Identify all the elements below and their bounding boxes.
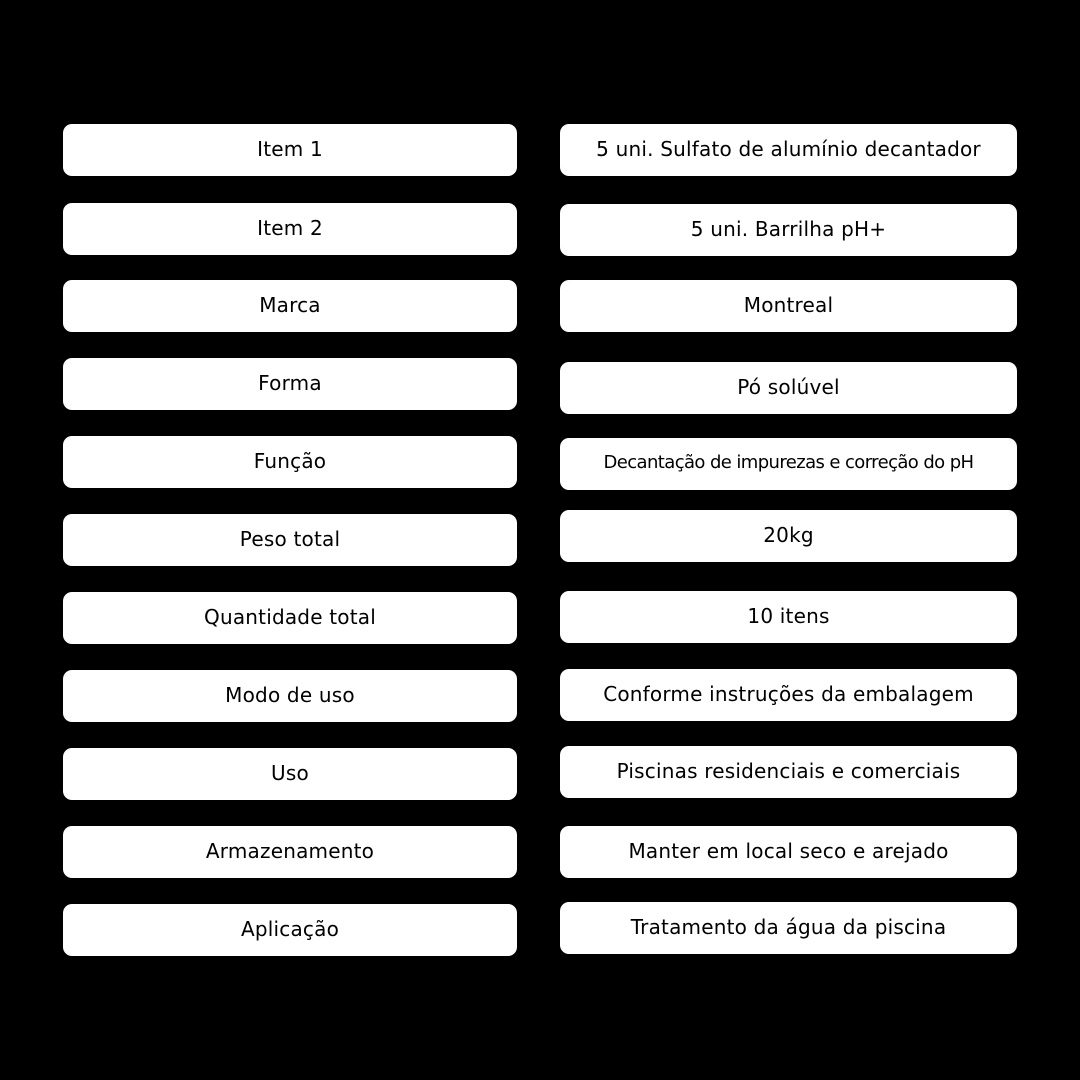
- spec-label-funcao: Função: [63, 436, 517, 488]
- spec-label-forma: Forma: [63, 358, 517, 410]
- spec-label-modo-de-uso: Modo de uso: [63, 670, 517, 722]
- spec-label-aplicacao: Aplicação: [63, 904, 517, 956]
- spec-value-marca: Montreal: [560, 280, 1017, 332]
- spec-value-aplicacao: Tratamento da água da piscina: [560, 902, 1017, 954]
- spec-value-quantidade-total: 10 itens: [560, 591, 1017, 643]
- spec-label-peso-total: Peso total: [63, 514, 517, 566]
- spec-label-armazenamento: Armazenamento: [63, 826, 517, 878]
- spec-label-marca: Marca: [63, 280, 517, 332]
- spec-label-uso: Uso: [63, 748, 517, 800]
- spec-value-item-1: 5 uni. Sulfato de alumínio decantador: [560, 124, 1017, 176]
- spec-value-item-2: 5 uni. Barrilha pH+: [560, 204, 1017, 256]
- spec-value-modo-de-uso: Conforme instruções da embalagem: [560, 669, 1017, 721]
- spec-label-item-1: Item 1: [63, 124, 517, 176]
- spec-label-quantidade-total: Quantidade total: [63, 592, 517, 644]
- spec-value-funcao: Decantação de impurezas e correção do pH: [560, 438, 1017, 490]
- spec-label-item-2: Item 2: [63, 203, 517, 255]
- spec-value-forma: Pó solúvel: [560, 362, 1017, 414]
- spec-value-armazenamento: Manter em local seco e arejado: [560, 826, 1017, 878]
- spec-value-uso: Piscinas residenciais e comerciais: [560, 746, 1017, 798]
- spec-value-peso-total: 20kg: [560, 510, 1017, 562]
